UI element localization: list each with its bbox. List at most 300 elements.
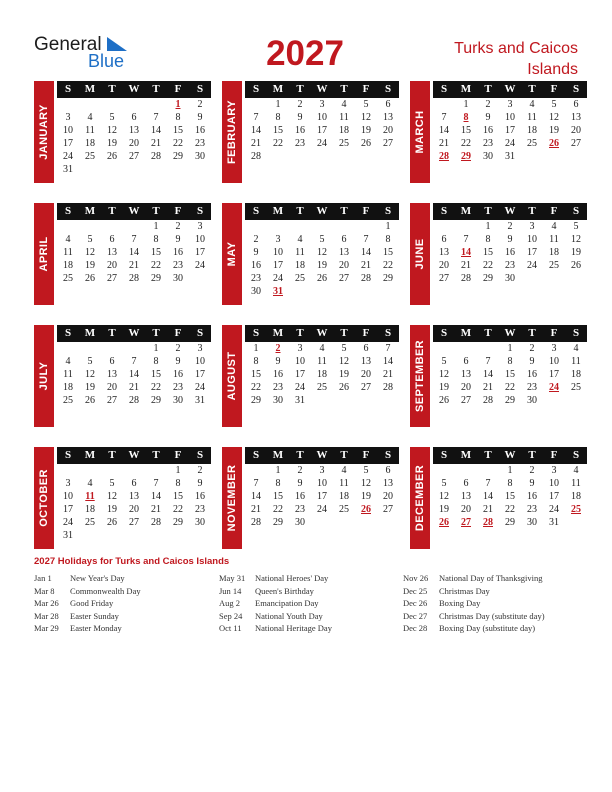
week-row: [245, 285, 399, 298]
day-cell: 4: [573, 343, 579, 354]
day-cell: 2: [197, 465, 203, 476]
week-row: [433, 477, 587, 490]
weekday-label: S: [196, 327, 204, 339]
day-cell: 17: [317, 125, 327, 136]
holiday-date: Mar 8: [34, 585, 55, 596]
weekday-label: S: [64, 83, 72, 95]
day-cell: 18: [63, 382, 73, 393]
day-cell: 22: [173, 138, 183, 149]
day-cell: 27: [383, 138, 393, 149]
day-cell: 23: [295, 138, 305, 149]
day-cell: 23: [195, 138, 205, 149]
day-cell: 12: [317, 247, 327, 258]
holiday-name: Boxing Day: [439, 598, 481, 608]
holidays-title: 2027 Holidays for Turks and Caicos Islands: [34, 556, 230, 567]
holiday-date: Jan 1: [34, 573, 52, 583]
day-cell: 4: [65, 356, 71, 367]
week-row: [57, 124, 211, 137]
week-row: [57, 464, 211, 477]
day-cell: 30: [273, 395, 283, 406]
day-cell: 26: [439, 395, 449, 406]
weekday-label: M: [84, 205, 96, 217]
month-label: [222, 203, 242, 305]
day-cell: 26: [107, 517, 117, 528]
weekday-label: M: [272, 327, 284, 339]
day-cell: 30: [527, 517, 537, 528]
day-cell: [57, 98, 79, 111]
day-cell: 21: [251, 504, 261, 515]
country-name: [454, 38, 578, 80]
week-row: [245, 477, 399, 490]
day-cell: 21: [439, 138, 449, 149]
holiday-name: Queen's Birthday: [255, 585, 314, 596]
day-cell: [123, 342, 145, 355]
month-label: [222, 325, 242, 427]
holiday-row: [34, 572, 224, 585]
day-cell: 23: [251, 273, 261, 284]
weekday-label: S: [384, 83, 392, 95]
weekday-label: T: [108, 449, 116, 461]
holiday-name: Good Friday: [70, 598, 114, 608]
holiday-row: [34, 597, 224, 610]
day-cell: [145, 464, 167, 477]
holiday-day-cell: 1: [175, 99, 181, 110]
month-label: [410, 203, 430, 305]
day-cell: [145, 98, 167, 111]
day-cell: 7: [385, 343, 391, 354]
calendar-year: 2027: [266, 34, 344, 73]
day-cell: 28: [129, 395, 139, 406]
weekday-label: F: [550, 83, 558, 95]
day-cell: 17: [63, 504, 73, 515]
weekday-header: [433, 203, 587, 220]
day-cell: 9: [297, 112, 303, 123]
month-label: [410, 325, 430, 427]
day-cell: 25: [339, 138, 349, 149]
day-cell: 5: [441, 478, 447, 489]
weekday-label: M: [460, 205, 472, 217]
weekday-label: W: [504, 327, 516, 339]
day-cell: [333, 285, 355, 298]
day-cell: 9: [529, 478, 535, 489]
day-cell: 20: [129, 138, 139, 149]
month-grid: [245, 447, 399, 529]
day-cell: 20: [383, 125, 393, 136]
day-cell: 22: [273, 504, 283, 515]
day-cell: 13: [107, 369, 117, 380]
day-cell: [543, 394, 565, 407]
weekday-label: S: [252, 83, 260, 95]
day-cell: [245, 220, 267, 233]
day-cell: 19: [361, 491, 371, 502]
weekday-label: S: [440, 83, 448, 95]
day-cell: 24: [195, 382, 205, 393]
day-cell: 1: [385, 221, 391, 232]
weekday-label: M: [84, 327, 96, 339]
day-cell: [79, 342, 101, 355]
day-cell: 23: [173, 382, 183, 393]
day-cell: 18: [85, 504, 95, 515]
day-cell: [433, 220, 455, 233]
day-cell: 22: [151, 260, 161, 271]
day-cell: 25: [85, 151, 95, 162]
week-row: [433, 342, 587, 355]
month-label: [34, 203, 54, 305]
day-cell: 27: [571, 138, 581, 149]
day-cell: 18: [339, 491, 349, 502]
day-cell: 19: [107, 138, 117, 149]
day-cell: 28: [251, 151, 261, 162]
weekday-label: F: [362, 205, 370, 217]
day-cell: 13: [339, 247, 349, 258]
month-label: [410, 447, 430, 549]
weekday-header: [245, 81, 399, 98]
day-cell: 1: [507, 343, 513, 354]
day-cell: [79, 98, 101, 111]
day-cell: [101, 163, 123, 176]
day-cell: 14: [383, 356, 393, 367]
holiday-name: Easter Monday: [70, 623, 122, 633]
day-cell: 14: [439, 125, 449, 136]
holiday-day-cell: 29: [461, 151, 471, 162]
day-cell: [267, 150, 289, 163]
day-cell: [101, 342, 123, 355]
holiday-date: Mar 29: [34, 623, 59, 633]
holiday-row: [403, 622, 593, 635]
day-cell: 7: [253, 112, 259, 123]
holiday-date: Mar 28: [34, 610, 59, 621]
day-cell: 26: [317, 273, 327, 284]
day-cell: [145, 529, 167, 542]
day-cell: 23: [527, 382, 537, 393]
holiday-date: Mar 26: [34, 598, 59, 608]
day-cell: 31: [63, 164, 73, 175]
day-cell: 27: [339, 273, 349, 284]
month-grid: [433, 325, 587, 407]
weekday-label: S: [252, 449, 260, 461]
day-cell: 6: [131, 112, 137, 123]
day-cell: 20: [107, 382, 117, 393]
weekday-label: T: [484, 449, 492, 461]
day-cell: 1: [275, 465, 281, 476]
day-cell: [521, 272, 543, 285]
weekday-label: F: [550, 449, 558, 461]
week-row: [245, 394, 399, 407]
day-cell: 13: [439, 247, 449, 258]
day-cell: 2: [253, 234, 259, 245]
day-cell: 16: [251, 260, 261, 271]
day-cell: 23: [273, 382, 283, 393]
day-cell: 18: [317, 369, 327, 380]
month-name: NOVEMBER: [226, 464, 238, 532]
day-cell: 3: [551, 465, 557, 476]
day-cell: [455, 464, 477, 477]
day-cell: 15: [151, 247, 161, 258]
weekday-label: W: [128, 205, 140, 217]
weekday-label: T: [528, 205, 536, 217]
day-cell: 23: [483, 138, 493, 149]
day-cell: 16: [273, 369, 283, 380]
day-cell: 15: [505, 491, 515, 502]
weekday-label: T: [528, 327, 536, 339]
day-cell: 19: [439, 504, 449, 515]
week-row: [433, 137, 587, 150]
day-cell: [79, 464, 101, 477]
day-cell: 16: [295, 491, 305, 502]
holiday-date: Dec 26: [403, 598, 428, 608]
day-cell: 29: [151, 273, 161, 284]
day-cell: 13: [361, 356, 371, 367]
day-cell: 12: [439, 369, 449, 380]
day-cell: 21: [361, 260, 371, 271]
day-cell: 30: [295, 517, 305, 528]
day-cell: 8: [507, 356, 513, 367]
weekday-label: S: [572, 205, 580, 217]
holiday-row: [403, 585, 593, 598]
day-cell: [123, 220, 145, 233]
day-cell: 25: [63, 273, 73, 284]
week-row: [57, 381, 211, 394]
day-cell: 11: [571, 356, 581, 367]
week-row: [433, 98, 587, 111]
day-cell: [355, 150, 377, 163]
day-cell: [167, 529, 189, 542]
weekday-label: M: [460, 327, 472, 339]
day-cell: 13: [461, 491, 471, 502]
month-name: FEBRUARY: [226, 100, 238, 164]
week-row: [57, 503, 211, 516]
holiday-date: Dec 28: [403, 623, 428, 633]
day-cell: 1: [153, 343, 159, 354]
day-cell: 29: [151, 395, 161, 406]
day-cell: 15: [483, 247, 493, 258]
month-grid: [57, 203, 211, 285]
holiday-date: Nov 26: [403, 573, 429, 583]
day-cell: 17: [273, 260, 283, 271]
day-cell: 8: [275, 112, 281, 123]
month-label: [410, 81, 430, 183]
day-cell: 5: [87, 234, 93, 245]
day-cell: 15: [173, 491, 183, 502]
day-cell: 17: [195, 369, 205, 380]
day-cell: 25: [549, 260, 559, 271]
month-grid: [433, 447, 587, 529]
day-cell: 10: [273, 247, 283, 258]
day-cell: 30: [195, 151, 205, 162]
day-cell: 5: [341, 343, 347, 354]
week-row: [433, 355, 587, 368]
day-cell: 29: [383, 273, 393, 284]
weekday-label: T: [340, 449, 348, 461]
month-april: [34, 203, 210, 305]
day-cell: 10: [549, 356, 559, 367]
day-cell: 22: [461, 138, 471, 149]
month-label: [34, 81, 54, 183]
week-row: [433, 233, 587, 246]
day-cell: [477, 342, 499, 355]
day-cell: 18: [85, 138, 95, 149]
weekday-label: W: [504, 449, 516, 461]
day-cell: 11: [63, 247, 73, 258]
week-row: [433, 111, 587, 124]
week-row: [57, 220, 211, 233]
day-cell: 6: [109, 356, 115, 367]
day-cell: 6: [109, 234, 115, 245]
day-cell: 24: [63, 517, 73, 528]
weekday-label: W: [128, 83, 140, 95]
month-name: AUGUST: [226, 351, 238, 401]
day-cell: 17: [63, 138, 73, 149]
month-august: [222, 325, 398, 427]
day-cell: 29: [173, 151, 183, 162]
day-cell: 22: [505, 504, 515, 515]
weekday-label: W: [128, 449, 140, 461]
weekday-header: [57, 203, 211, 220]
day-cell: 4: [529, 99, 535, 110]
day-cell: 14: [251, 491, 261, 502]
day-cell: 11: [571, 478, 581, 489]
holiday-date: Dec 25: [403, 585, 428, 596]
day-cell: 6: [573, 99, 579, 110]
day-cell: 9: [529, 356, 535, 367]
day-cell: [333, 516, 355, 529]
holiday-row: [219, 610, 409, 623]
weekday-label: M: [460, 449, 472, 461]
month-name: DECEMBER: [414, 464, 426, 532]
holiday-row: [219, 597, 409, 610]
day-cell: 14: [151, 125, 161, 136]
day-cell: [79, 529, 101, 542]
day-cell: 7: [153, 478, 159, 489]
week-row: [57, 394, 211, 407]
day-cell: 11: [317, 356, 327, 367]
day-cell: 21: [483, 504, 493, 515]
day-cell: 26: [361, 138, 371, 149]
holiday-date: Oct 11: [219, 623, 242, 633]
holiday-day-cell: 31: [273, 286, 283, 297]
week-row: [57, 137, 211, 150]
month-grid: [57, 81, 211, 176]
day-cell: 7: [485, 478, 491, 489]
day-cell: 24: [295, 382, 305, 393]
day-cell: 22: [273, 138, 283, 149]
weekday-label: F: [174, 449, 182, 461]
day-cell: 3: [319, 99, 325, 110]
day-cell: 18: [295, 260, 305, 271]
day-cell: 25: [527, 138, 537, 149]
day-cell: 12: [361, 112, 371, 123]
month-grid: [57, 447, 211, 542]
holiday-name: National Heroes' Day: [255, 573, 329, 583]
day-cell: 4: [341, 465, 347, 476]
day-cell: 16: [527, 491, 537, 502]
weekday-header: [57, 325, 211, 342]
weekday-label: W: [128, 327, 140, 339]
week-row: [245, 98, 399, 111]
day-cell: 21: [461, 260, 471, 271]
day-cell: [101, 220, 123, 233]
day-cell: 15: [383, 247, 393, 258]
day-cell: 27: [461, 395, 471, 406]
day-cell: 6: [363, 343, 369, 354]
day-cell: 21: [151, 504, 161, 515]
day-cell: 23: [505, 260, 515, 271]
month-grid: [433, 203, 587, 285]
month-grid: [245, 325, 399, 407]
day-cell: 9: [175, 356, 181, 367]
week-row: [245, 124, 399, 137]
day-cell: [565, 272, 587, 285]
day-cell: 11: [527, 112, 537, 123]
day-cell: 13: [571, 112, 581, 123]
day-cell: 26: [339, 382, 349, 393]
holiday-row: [403, 572, 593, 585]
week-row: [57, 490, 211, 503]
week-row: [433, 503, 587, 516]
day-cell: 1: [253, 343, 259, 354]
day-cell: 28: [151, 517, 161, 528]
weekday-label: M: [84, 83, 96, 95]
day-cell: 21: [151, 138, 161, 149]
day-cell: 16: [505, 247, 515, 258]
month-september: [410, 325, 586, 427]
week-row: [57, 233, 211, 246]
day-cell: 15: [273, 125, 283, 136]
day-cell: 13: [129, 491, 139, 502]
weekday-label: T: [296, 327, 304, 339]
week-row: [245, 233, 399, 246]
day-cell: [79, 220, 101, 233]
day-cell: 2: [485, 99, 491, 110]
weekday-label: W: [316, 83, 328, 95]
day-cell: 10: [295, 356, 305, 367]
week-row: [245, 381, 399, 394]
day-cell: 27: [107, 395, 117, 406]
day-cell: 12: [85, 247, 95, 258]
day-cell: [311, 285, 333, 298]
day-cell: 15: [505, 369, 515, 380]
month-label: [222, 81, 242, 183]
week-row: [57, 355, 211, 368]
weekday-label: T: [152, 83, 160, 95]
day-cell: [355, 516, 377, 529]
holiday-name: New Year's Day: [70, 573, 125, 583]
day-cell: 18: [527, 125, 537, 136]
day-cell: 7: [363, 234, 369, 245]
day-cell: [101, 529, 123, 542]
weekday-label: F: [174, 83, 182, 95]
day-cell: 2: [529, 465, 535, 476]
day-cell: [311, 150, 333, 163]
day-cell: 15: [151, 369, 161, 380]
day-cell: 24: [527, 260, 537, 271]
day-cell: 10: [505, 112, 515, 123]
holiday-row: [403, 610, 593, 623]
day-cell: 6: [463, 356, 469, 367]
day-cell: 9: [297, 478, 303, 489]
day-cell: 24: [317, 138, 327, 149]
day-cell: 8: [385, 234, 391, 245]
day-cell: 28: [129, 273, 139, 284]
weekday-label: F: [362, 83, 370, 95]
week-row: [245, 137, 399, 150]
day-cell: 4: [87, 478, 93, 489]
weekday-label: S: [440, 205, 448, 217]
day-cell: [377, 516, 399, 529]
day-cell: 4: [319, 343, 325, 354]
day-cell: 29: [483, 273, 493, 284]
day-cell: 19: [317, 260, 327, 271]
